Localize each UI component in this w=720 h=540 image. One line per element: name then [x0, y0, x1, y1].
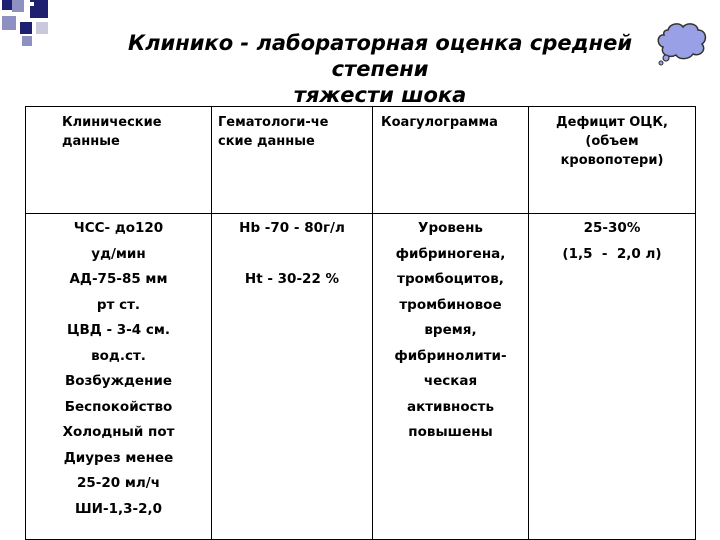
cell-clinical: [26, 214, 212, 540]
cell-hematology: [212, 214, 373, 540]
cell-line: Уровень: [418, 220, 483, 236]
header-text: данные: [62, 134, 120, 149]
header-text: Дефицит ОЦК,: [556, 115, 668, 130]
header-text: кровопотери): [560, 153, 664, 168]
data-row: [26, 214, 696, 540]
decor-square: [36, 22, 48, 34]
cell-line: повышены: [408, 424, 493, 440]
cell-line: тромбиновое: [399, 296, 502, 313]
cell-deficit: [529, 214, 696, 540]
cell-line: активность: [406, 398, 495, 415]
cell-line: вод.ст.: [91, 347, 146, 364]
header-text: ские данные: [218, 134, 315, 149]
decor-square: [2, 0, 12, 10]
header-clinical: [26, 107, 212, 214]
decor-square: [30, 2, 34, 6]
cell-line: (1,5 - 2,0 л): [562, 245, 662, 262]
decor-square: [12, 0, 24, 12]
cell-line: ческая: [423, 373, 478, 389]
cell-line: уд/мин: [91, 245, 146, 262]
cell-line: Возбуждение: [64, 373, 173, 389]
header-text: Клинические: [62, 115, 162, 130]
cell-line: Диурез менее: [63, 449, 174, 466]
cell-line: ЧСС- до120: [73, 220, 164, 236]
spacer: [212, 242, 372, 267]
header-deficit: [529, 107, 696, 214]
decor-square: [20, 22, 32, 34]
header-text: (объем: [585, 134, 639, 149]
cell-line: время,: [424, 322, 477, 338]
header-row: [26, 107, 696, 214]
cell-line: 25-20 мл/ч: [77, 475, 160, 491]
header-text: Гематологи-че: [218, 115, 329, 130]
cell-line: Беспокойство: [64, 398, 173, 415]
header-coagulogram: [373, 107, 529, 214]
cell-line: ШИ-1,3-2,0: [74, 500, 162, 517]
slide-title: [120, 30, 640, 108]
cell-line: Ht - 30-22 %: [244, 270, 340, 287]
thought-cloud-icon: [654, 20, 710, 66]
title-line: степени: [331, 57, 429, 81]
cell-line: Холодный пот: [62, 424, 175, 440]
cell-line: АД-75-85 мм: [69, 271, 168, 287]
cell-coagulogram: [373, 214, 529, 540]
decor-square: [22, 36, 32, 46]
shock-severity-table: [25, 106, 696, 540]
cell-line: ЦВД - 3-4 см.: [66, 322, 171, 338]
cell-line: Hb -70 - 80г/л: [239, 220, 345, 236]
header-hematology: [212, 107, 373, 214]
title-line: тяжести шока: [293, 83, 467, 107]
cell-line: тромбоцитов,: [397, 271, 504, 287]
cell-line: рт ст.: [96, 296, 141, 313]
cell-line: 25-30%: [583, 220, 641, 236]
header-text: Коагулограмма: [381, 115, 498, 130]
title-line: Клинико - лабораторная оценка средней: [127, 31, 633, 55]
cell-line: фибринолити-: [394, 347, 507, 364]
decor-square: [2, 16, 16, 30]
cell-line: фибриногена,: [395, 245, 506, 262]
